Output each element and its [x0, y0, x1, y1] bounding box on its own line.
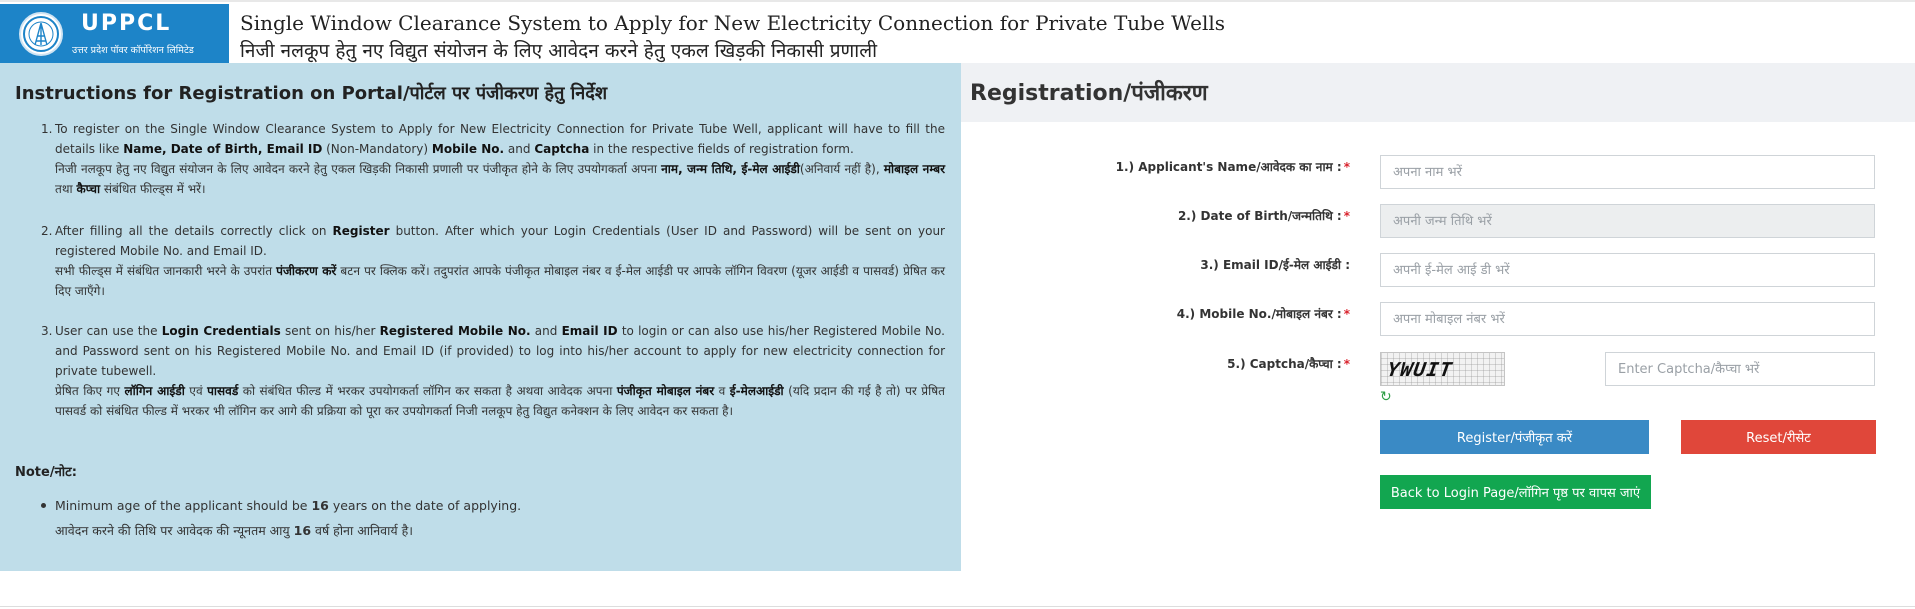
- instruction-item-2: [41, 221, 945, 301]
- instruction-item-3: [41, 321, 946, 421]
- instruction-text-en: User can use the Login Credentials sent on his/her Registered Mobile No. and Email ID to login or can also use his/her Registered Mobile No. and Password sent on his Registered Mobile No. and Email ID (if provided) to log into his/her account to apply for new electricity connection for private tubewell.: [55, 324, 945, 378]
- note-item: [55, 493, 935, 543]
- page-title-hindi: निजी नलकूप हेतु नए विद्युत संयोजन के लिए आवेदन करने हेतु एकल खिड़की निकासी प्रणाली: [240, 40, 878, 62]
- captcha-text: YWUIT: [1385, 359, 1455, 381]
- uppcl-logo-icon: [19, 12, 63, 56]
- reset-button[interactable]: Reset/रीसेट: [1681, 420, 1876, 454]
- instruction-text-hi: निजी नलकूप हेतु नए विद्युत संयोजन के लिए आवेदन करने हेतु एकल खिड़की निकासी प्रणाली पर पंजीकृत होने के लिए उपयोगकर्ता अपना नाम, जन्म तिथि, ई-मेल आईडी(अनिवार्य नहीं है), मोबाइल नम्बर तथा कैप्चा संबंधित फील्ड्स में भरें।: [55, 162, 946, 196]
- required-marker: *: [1343, 209, 1350, 223]
- brand-block[interactable]: [0, 4, 229, 63]
- applicant-name-input[interactable]: [1380, 155, 1875, 189]
- refresh-icon[interactable]: ↻: [1380, 389, 1392, 405]
- instruction-text-hi: सभी फील्ड्स में संबंधित जानकारी भरने के उपरांत पंजीकरण करें बटन पर क्लिक करें। तदुपरांत आपके पंजीकृत मोबाइल नंबर व ई-मेल आईडी पर आपके लॉगिन विवरण (यूजर आईडी व पासवर्ड) प्रेषित कर दिए जाएँगे।: [55, 264, 945, 298]
- instruction-item-1: [41, 119, 946, 199]
- mobile-number-label: 4.) Mobile No./मोबाइल नंबर : *: [1176, 307, 1350, 321]
- email-input[interactable]: [1380, 253, 1875, 287]
- registration-title: Registration/पंजीकरण: [970, 81, 1208, 106]
- site-header: [0, 0, 1915, 63]
- instructions-panel: [0, 63, 961, 571]
- instruction-text-en: To register on the Single Window Clearance System to Apply for New Electricity Connection for Private Tube Well, applicant will have to fill the details like Name, Date of Birth, Email ID (Non-Mandatory) Mobile No. and Captcha in the respective fields of registration form.: [55, 122, 945, 156]
- register-button[interactable]: Register/पंजीकृत करें: [1380, 420, 1649, 454]
- footer-divider: [0, 606, 1915, 607]
- applicant-name-label: 1.) Applicant's Name/आवेदक का नाम : *: [1115, 160, 1350, 174]
- brand-name: UPPCL: [81, 11, 172, 36]
- required-marker: *: [1343, 357, 1350, 371]
- date-of-birth-input[interactable]: [1380, 204, 1875, 238]
- required-marker: *: [1343, 160, 1350, 174]
- note-text-en: Minimum age of the applicant should be 16 years on the date of applying.: [55, 498, 522, 513]
- instruction-number: 2.: [41, 224, 53, 238]
- instruction-text-hi: प्रेषित किए गए लॉगिन आईडी एवं पासवर्ड को संबंधित फील्ड में भरकर उपयोगकर्ता लॉगिन कर सकता है अथवा आवेदक अपना पंजीकृत मोबाइल नंबर व ई-मेलआईडी (यदि प्रदान की गई है तो) पर प्रेषित पासवर्ड को संबंधित फील्ड में भरकर भी लॉगिन कर आगे की प्रक्रिया को पूरा कर उपयोगकर्ता निजी नलकूप हेतु विद्युत कनेक्शन के लिए आवेदन कर सकता है।: [55, 384, 946, 418]
- back-to-login-button[interactable]: Back to Login Page/लॉगिन पृष्ठ पर वापस जाएं: [1380, 475, 1651, 509]
- required-marker: *: [1343, 307, 1350, 321]
- instruction-text-en: After filling all the details correctly click on Register button. After which your Login Credentials (User ID and Password) will be sent on your registered Mobile No. and Email ID.: [55, 224, 945, 258]
- email-label: 3.) Email ID/ई-मेल आईडी :: [1200, 258, 1350, 272]
- captcha-input[interactable]: [1605, 352, 1875, 386]
- instruction-number: 3.: [41, 324, 53, 338]
- date-of-birth-label: 2.) Date of Birth/जन्मतिथि : *: [1177, 209, 1350, 223]
- instructions-title: Instructions for Registration on Portal/पोर्टल पर पंजीकरण हेतु निर्देश: [15, 83, 608, 104]
- bullet-icon: [41, 503, 46, 508]
- captcha-label: 5.) Captcha/कैप्चा : *: [1227, 357, 1350, 371]
- registration-header: [961, 63, 1915, 122]
- page-title: Single Window Clearance System to Apply for New Electricity Connection for Private Tube Wells: [240, 11, 1225, 35]
- mobile-number-input[interactable]: [1380, 302, 1875, 336]
- note-label: Note/नोट:: [15, 465, 77, 480]
- captcha-image: [1380, 352, 1505, 386]
- instruction-number: 1.: [41, 122, 53, 136]
- note-text-hi: आवेदन करने की तिथि पर आवेदक की न्यूनतम आयु 16 वर्ष होना आनिवार्य है।: [55, 523, 413, 538]
- brand-subtitle: उत्तर प्रदेश पॉवर कॉर्पोरेशन लिमिटेड: [72, 45, 194, 56]
